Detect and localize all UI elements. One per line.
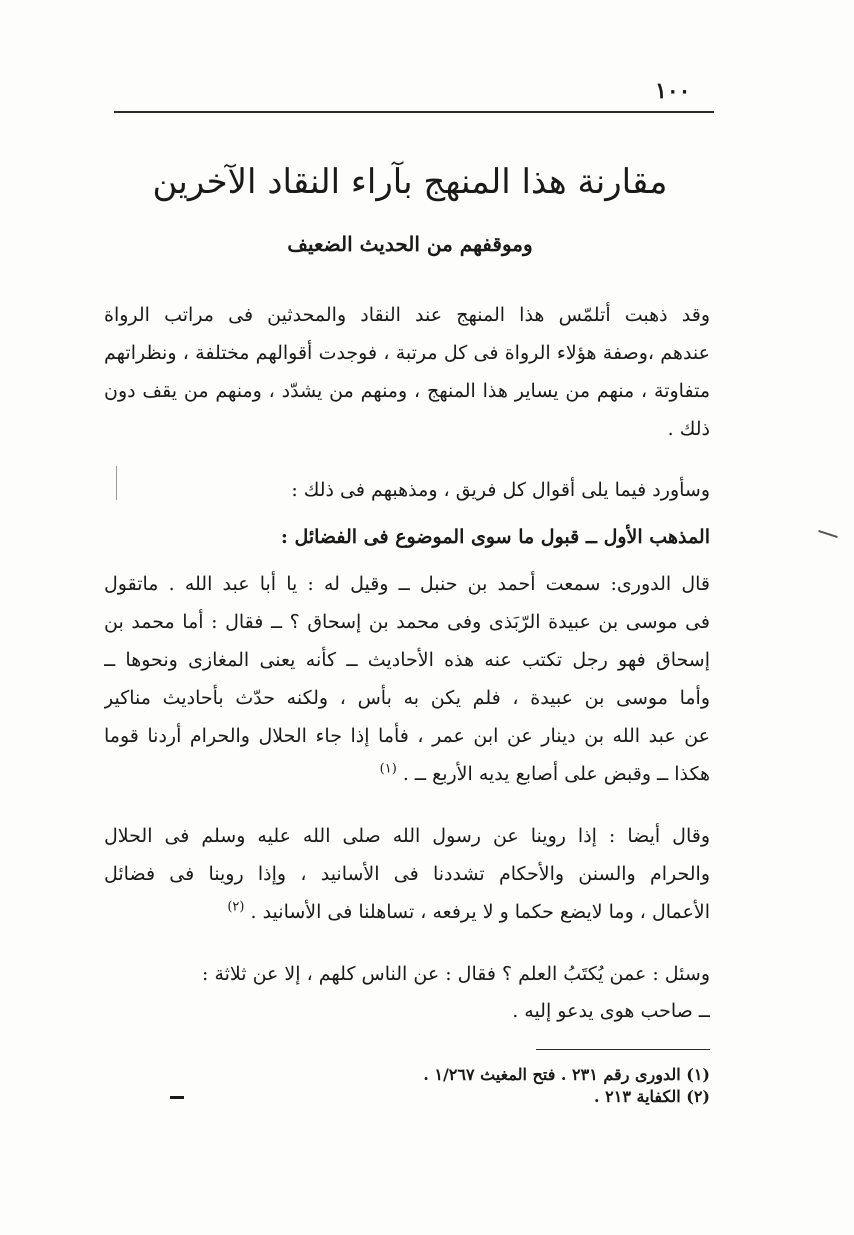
footnote-marker: (٢) <box>227 899 245 915</box>
paragraph-second-quote <box>104 817 710 931</box>
text-line-with-note <box>104 893 710 931</box>
text-line: إسحاق فهو رجل تكتب عنه هذه الأحاديث ــ كأنه يعنى المغازى ونحوها ــ <box>104 649 710 671</box>
text-line: وسئل : عمن يُكتَبُ العلم ؟ فقال : عن الناس كلهم ، إلا عن ثلاثة : <box>202 963 710 985</box>
margin-dash-mark <box>170 1096 184 1099</box>
paragraph-durri-quote <box>104 565 710 793</box>
text-line: متفاوتة ، منهم من يساير هذا المنهج ، ومنهم من يشدّد ، ومنهم من يقف دون <box>104 380 710 402</box>
paragraph-intro <box>104 296 710 448</box>
paragraph-outline <box>104 471 710 509</box>
footnote-rule <box>536 1049 710 1050</box>
text-line: هكذا ــ وقبض على أصابع يديه الأربع ــ . <box>402 763 710 785</box>
text-line: وأما موسى بن عبيدة ، فلم يكن به بأس ، ولكنه حدّث بأحاديث مناكير <box>104 687 710 709</box>
text-line: عندهم ،وصفة هؤلاء الرواة فى كل مرتبة ، فوجدت أقوالهم مختلفة ، ونظراتهم <box>104 342 710 364</box>
text-line: قال الدورى: سمعت أحمد بن حنبل ــ وقيل له : يا أبا عبد الله . ماتقول <box>104 573 710 595</box>
text-line: وسأورد فيما يلى أقوال كل فريق ، ومذهبهم فى ذلك : <box>291 479 710 501</box>
text-line: وقال أيضا : إذا روينا عن رسول الله صلى الله عليه وسلم فى الحلال <box>104 825 710 847</box>
footnote: (٢) الكفاية ٢١٣ . <box>594 1087 710 1106</box>
text-line: ذلك . <box>667 418 710 440</box>
section-heading: المذهب الأول ــ قبول ما سوى الموضوع فى الفضائل : <box>280 526 710 548</box>
text-line: ــ صاحب هوى يدعو إليه . <box>512 1000 710 1022</box>
margin-tick-mark <box>818 530 838 538</box>
footnote-marker: (١) <box>379 761 397 777</box>
chapter-title: مقارنة هذا المنهج بآراء النقاد الآخرين <box>152 162 668 202</box>
header-rule <box>114 111 714 113</box>
paragraph-list-item <box>104 992 710 1030</box>
footnote: (١) الدورى رقم ٢٣١ . فتح المغيث ١/٢٦٧ . <box>423 1065 710 1084</box>
text-line: عن عبد الله بن دينار عن ابن عمر ، فأما إذا جاء الحلال والحرام أردنا قوما <box>104 725 710 747</box>
paragraph-question <box>104 955 710 993</box>
text-line: والحرام والسنن والأحكام تشددنا فى الأسانيد ، وإذا روينا فى فضائل <box>104 863 710 885</box>
footnotes <box>300 1064 710 1108</box>
text-line-with-note <box>104 755 710 793</box>
page-number: ١٠٠ <box>655 78 691 104</box>
text-line: فى موسى بن عبيدة الرّبَذى وفى محمد بن إسحاق ؟ ــ فقال : أما محمد بن <box>104 611 710 633</box>
margin-bar-mark <box>116 466 117 500</box>
text-line: وقد ذهبت أتلمّس هذا المنهج عند النقاد والمحدثين فى مراتب الرواة <box>104 304 710 326</box>
text-line: الأعمال ، وما لايضع حكما و لا يرفعه ، تساهلنا فى الأسانيد . <box>250 901 710 923</box>
chapter-subtitle: وموقفهم من الحديث الضعيف <box>287 232 533 256</box>
